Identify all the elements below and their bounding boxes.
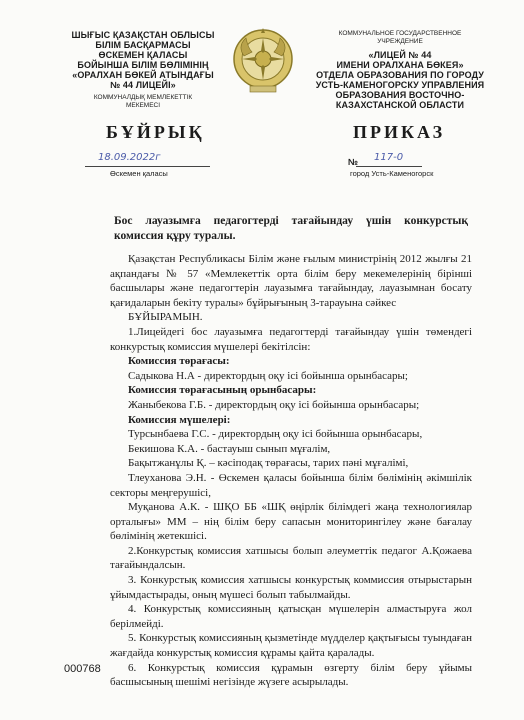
- paragraph: 1.Лицейдегі бос лауазымға педагогтерді тағайындау үшін төмендегі конкурстық комиссия мүшелері бекітілсін:: [110, 325, 472, 353]
- paragraph: Комиссия мүшелері:: [128, 413, 231, 426]
- header-left-line4: БОЙЫНША БІЛІМ БӨЛІМІНІҢ: [77, 60, 209, 70]
- paragraph: БҰЙЫРАМЫН.: [128, 311, 203, 324]
- paragraph: 5. Конкурстық комиссияның қызметінде мүдделер қақтығысы туындаған жағдайда конкурстық комиссия құрамы қайта қаралады.: [110, 632, 472, 660]
- header-left-line8: МЕКЕМЕСІ: [125, 102, 161, 109]
- paragraph: Бақытжанұлы Қ. – кәсіподақ төрағасы, тарих пәні мұғалімі,: [128, 457, 409, 470]
- paragraph: Комиссия төрағасы:: [128, 355, 230, 368]
- paragraph: Қазақстан Республикасы Білім және ғылым министрінің 2012 жылғы 21 ақпандағы № 57 «Мемлекеттік орта білім беру мекемелерінің бірінші басшылары және педагогтерін лауазымға тағайындау, лауазымнан босату қағидаларын бекіту туралы» бұйрығының 3-тарауына сәйкес: [110, 253, 472, 309]
- paragraph: 2.Конкурстық комиссия хатшысы болып әлеуметтік педагог А.Қожаева тағайындалсын.: [110, 544, 472, 572]
- header-right-line4: ИМЕНИ ОРАЛХАНА БӨКЕЯ»: [336, 60, 464, 70]
- header-right-line8: КАЗАХСТАНСКОЙ ОБЛАСТИ: [335, 100, 465, 110]
- header-left-kz: [58, 30, 228, 110]
- paragraph: 3. Конкурстық комиссия хатшысы конкурстық коммиссия отырыстарын ұйымдастырады, оның мүшесі болып табылмайды.: [110, 574, 472, 601]
- paragraph: Тлеуханова Э.Н. - Өскемен қаласы бойынша білім бөлімінің әкімшілік секторы меңгерушісі,: [110, 471, 472, 499]
- header-right-ru: [300, 30, 500, 110]
- paragraph: Садыкова Н.А - директордың оқу ісі бойынша орынбасары;: [128, 369, 408, 382]
- header-right-line6: УСТЬ-КАМЕНОГОРСКУ УПРАВЛЕНИЯ: [315, 80, 485, 90]
- place-kz: Өскемен қаласы: [110, 169, 168, 178]
- date-handwritten: 18.09.2022г: [98, 152, 161, 163]
- header-left-line2: БІЛІМ БАСҚАРМАСЫ: [95, 40, 191, 50]
- header-left-line5: «ОРАЛХАН БӨКЕЙ АТЫНДАҒЫ: [72, 70, 214, 80]
- page-code: 000768: [64, 663, 101, 675]
- order-title-kz: БҰЙРЫҚ: [106, 122, 205, 142]
- paragraph: Бекишова К.А. - бастауыш сынып мұғалім,: [128, 442, 331, 455]
- paragraph: Турсынбаева Г.С. - директордың оқу ісі бойынша орынбасары,: [128, 428, 423, 441]
- document-body: [110, 252, 472, 690]
- order-title-ru: ПРИКАЗ: [353, 122, 446, 142]
- paragraph: Жаныбекова Г.Б. - директордың оқу ісі бойынша орынбасары;: [128, 398, 420, 411]
- header-right-line2: УЧРЕЖДЕНИЕ: [377, 38, 423, 45]
- paragraph: Комиссия төрағасының орынбасары:: [128, 384, 317, 397]
- header-left-line3: ӨСКЕМЕН ҚАЛАСЫ: [98, 50, 188, 60]
- paragraph: Муқанова А.К. - ШҚО ББ «ШҚ өңірлік білімдегі жаңа технологиялар орталығы» ММ – нің білім беру сапасын мониторингілеу және бағалау бөлімінің жетекшісі.: [110, 501, 472, 543]
- paragraph: 4. Конкурстық комиссияның қатысқан мүшелерін алмастыруға жол берілмейді.: [110, 603, 472, 630]
- number-handwritten: 117-0: [374, 152, 404, 163]
- document-title: Бос лауазымға педагогтерді тағайындау үшін конкурстық комиссия құру туралы.: [114, 215, 468, 242]
- header-right-line7: ОБРАЗОВАНИЯ ВОСТОЧНО-: [335, 90, 465, 100]
- header-left-line1: ШЫҒЫС ҚАЗАҚСТАН ОБЛЫСЫ: [71, 30, 215, 40]
- number-prefix: №: [348, 157, 359, 167]
- header-left-line6: № 44 ЛИЦЕЙІ»: [110, 80, 176, 90]
- state-emblem-icon: [232, 26, 294, 96]
- header-right-line1: КОММУНАЛЬНОЕ ГОСУДАРСТВЕННОЕ: [338, 30, 462, 37]
- header-right-line5: ОТДЕЛА ОБРАЗОВАНИЯ ПО ГОРОДУ: [316, 70, 484, 80]
- header-left-line7: КОММУНАЛДЫҚ МЕМЛЕКЕТТІК: [93, 94, 193, 101]
- place-ru: город Усть-Каменогорск: [350, 169, 434, 178]
- header-right-line3: «ЛИЦЕЙ № 44: [368, 50, 432, 60]
- paragraph: 6. Конкурстық комиссия құрамын өзгерту білім беру ұйымы басшысының шешімі негізінде жүзеге асырылады.: [110, 661, 472, 689]
